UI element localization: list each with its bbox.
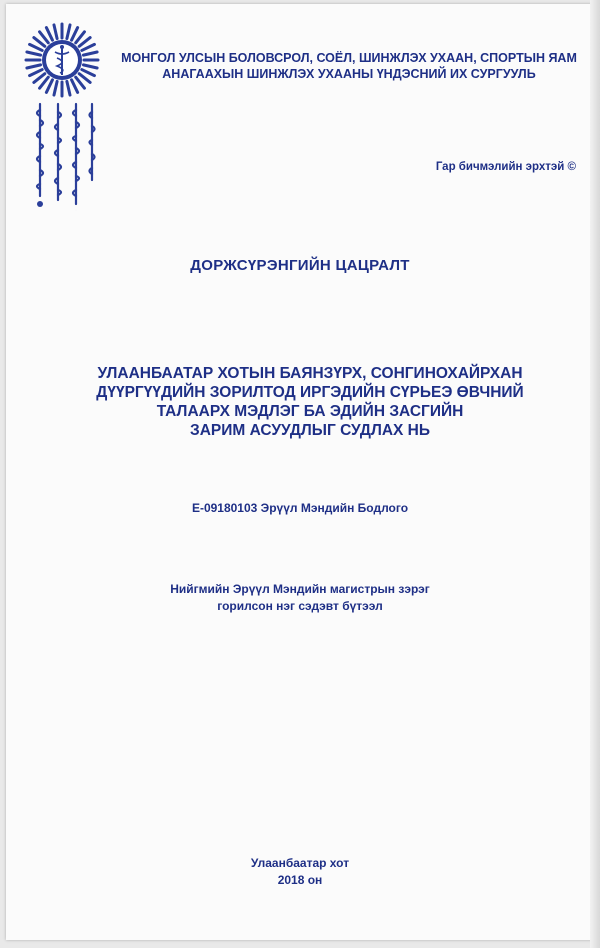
ministry-name: МОНГОЛ УЛСЫН БОЛОВСРОЛ, СОЁЛ, ШИНЖЛЭХ УХААН, СПОРТЫН ЯАМ bbox=[121, 51, 577, 65]
title-line: УЛААНБААТАР ХОТЫН БАЯНЗҮРХ, СОНГИНОХАЙРХАН bbox=[97, 365, 523, 382]
title-line: ДҮҮРГҮҮДИЙН ЗОРИЛТОД ИРГЭДИЙН СҮРЬЕЭ ӨВЧНИЙ bbox=[96, 384, 524, 401]
degree-statement bbox=[0, 581, 600, 615]
year: 2018 он bbox=[277, 873, 323, 887]
copyright-notice: Гар бичмэлийн эрхтэй © bbox=[435, 161, 576, 173]
traditional-mongolian-script-seal bbox=[30, 100, 100, 212]
thesis-title bbox=[60, 364, 560, 440]
degree-line: Нийгмийн Эрүүл Мэндийн магистрын зэрэг bbox=[170, 582, 430, 596]
author-name: ДОРЖСҮРЭНГИЙН ЦАЦРАЛТ bbox=[190, 257, 410, 274]
title-line: ЗАРИМ АСУУДЛЫГ СУДЛАХ НЬ bbox=[189, 422, 430, 439]
caduceus-emblem-icon bbox=[24, 22, 100, 98]
institution-header bbox=[110, 50, 588, 82]
title-line: ТАЛААРХ МЭДЛЭГ БА ЭДИЙН ЗАСГИЙН bbox=[156, 403, 464, 420]
degree-line: горилсон нэг сэдэвт бүтээл bbox=[217, 599, 383, 613]
university-name: АНАГААХЫН ШИНЖЛЭХ УХААНЫ ҮНДЭСНИЙ ИХ СУРГУУЛЬ bbox=[162, 67, 536, 81]
program-code: Е-09180103 Эрүүл Мэндийн Бодлого bbox=[191, 501, 409, 515]
place-and-year bbox=[0, 855, 600, 889]
city: Улаанбаатар хот bbox=[250, 856, 350, 870]
page-edge-shadow bbox=[590, 0, 600, 948]
